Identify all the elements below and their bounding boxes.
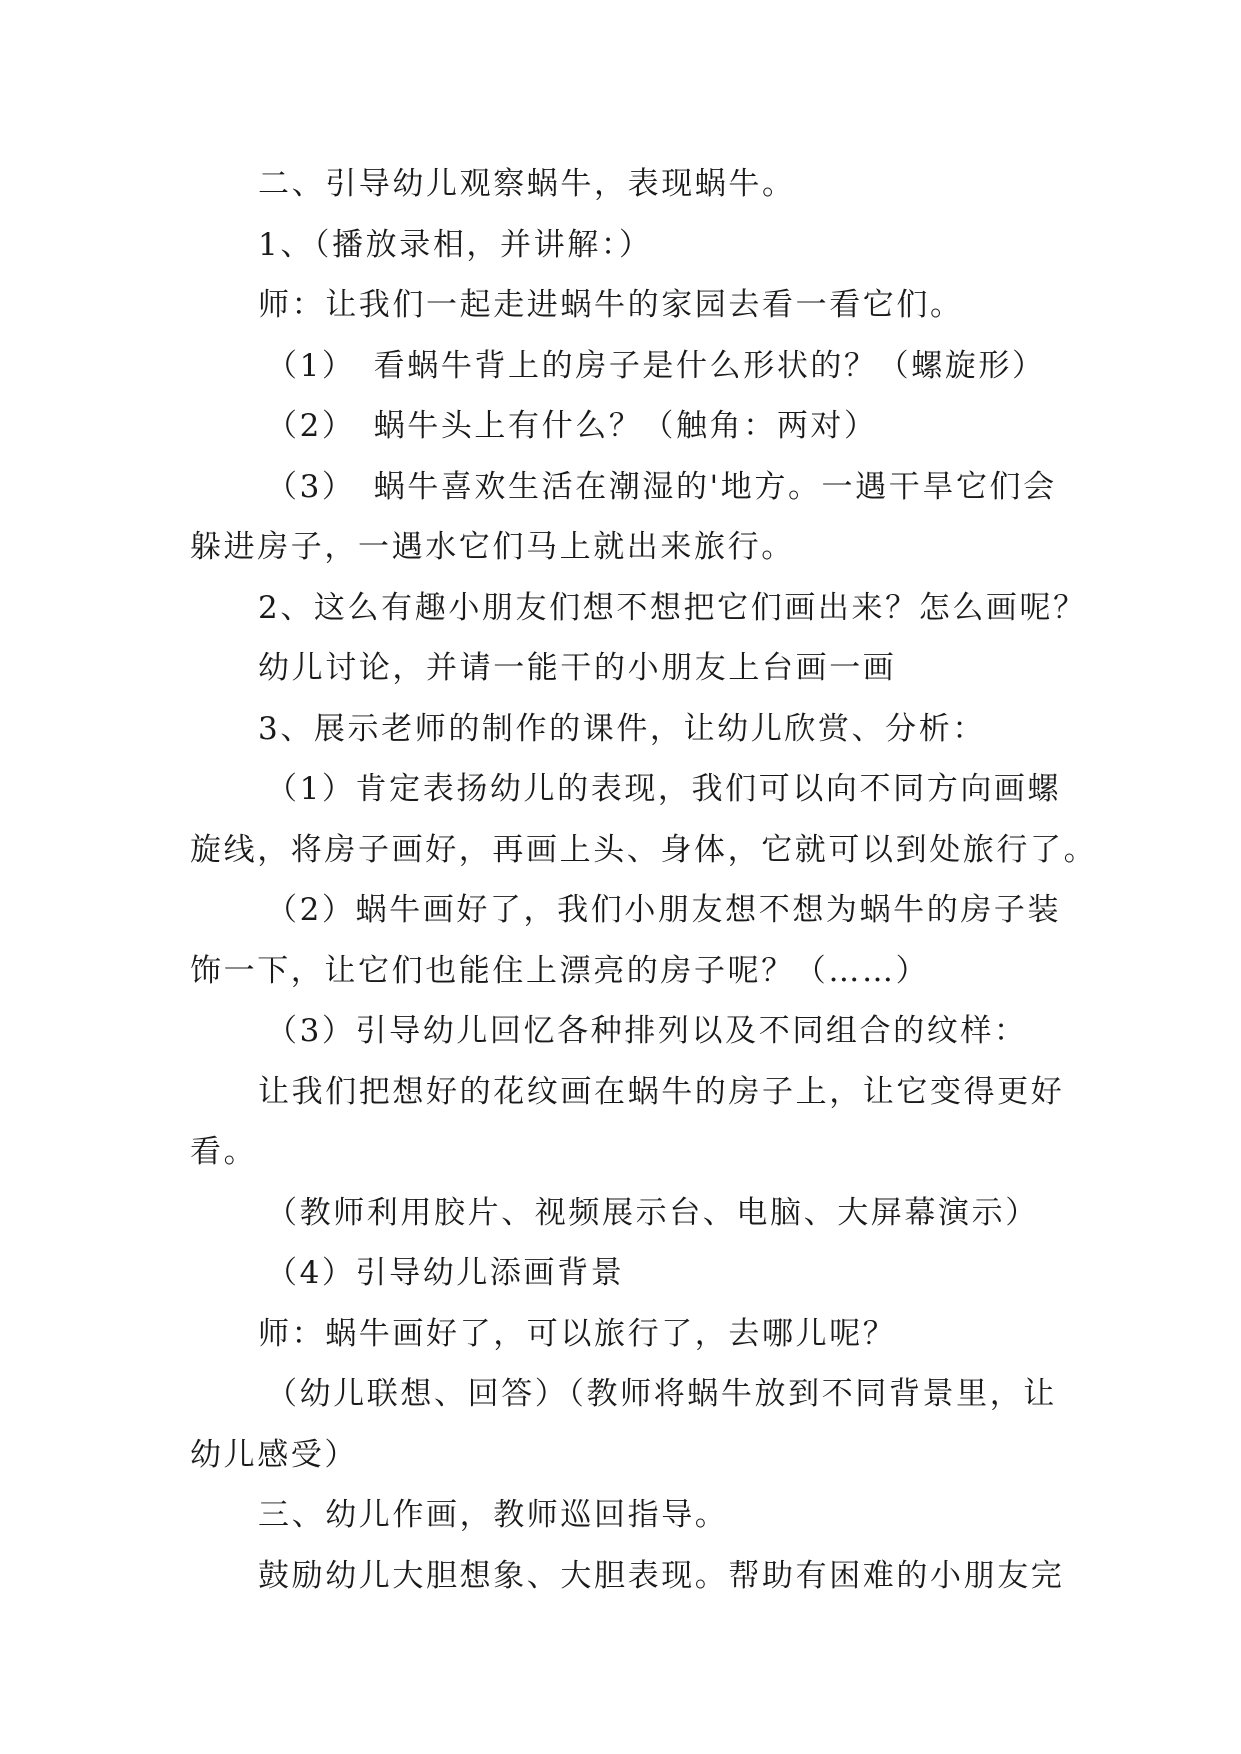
paragraph-line: 师：让我们一起走进蜗牛的家园去看一看它们。 [258, 287, 964, 323]
paragraph-continuation-line: 饰一下，让它们也能住上漂亮的房子呢？（……） [190, 952, 930, 989]
paragraph-line: （2）蜗牛画好了，我们小朋友想不想为蜗牛的房子装 [266, 892, 1062, 928]
paragraph-line: 二、引导幼儿观察蜗牛，表现蜗牛。 [258, 166, 796, 202]
paragraph-line: 师：蜗牛画好了，可以旅行了，去哪儿呢？ [258, 1315, 897, 1352]
paragraph-continuation-line: 躲进房子，一遇水它们马上就出来旅行。 [190, 529, 795, 565]
paragraph-line: （3）引导幼儿回忆各种排列以及不同组合的纹样： [266, 1013, 1028, 1049]
paragraph-line: （1） 看蜗牛背上的房子是什么形状的？（螺旋形） [266, 347, 1046, 384]
paragraph-line: （幼儿联想、回答）（教师将蜗牛放到不同背景里，让 [266, 1376, 1057, 1412]
paragraph-continuation-line: 旋线，将房子画好，再画上头、身体，它就可以到处旅行了。 [190, 831, 1098, 868]
paragraph-line: 幼儿讨论，并请一能干的小朋友上台画一画 [258, 650, 897, 686]
paragraph-line: 3、展示老师的制作的课件，让幼儿欣赏、分析： [258, 710, 986, 747]
paragraph-line: （1）肯定表扬幼儿的表现，我们可以向不同方向画螺 [266, 771, 1062, 807]
paragraph-line: 鼓励幼儿大胆想象、大胆表现。帮助有困难的小朋友完 [258, 1557, 1065, 1594]
paragraph-line: （2） 蜗牛头上有什么？（触角：两对） [266, 408, 878, 444]
paragraph-line: 让我们把想好的花纹画在蜗牛的房子上，让它变得更好 [258, 1073, 1065, 1110]
paragraph-line: 1、（播放录相，并讲解：） [258, 226, 653, 263]
paragraph-line: 三、幼儿作画，教师巡回指导。 [258, 1497, 729, 1533]
paragraph-line: （3） 蜗牛喜欢生活在潮湿的'地方。一遇干旱它们会 [266, 468, 1057, 505]
paragraph-continuation-line: 幼儿感受） [190, 1436, 358, 1473]
paragraph-continuation-line: 看。 [190, 1134, 258, 1170]
paragraph-line: （教师利用胶片、视频展示台、电脑、大屏幕演示） [266, 1194, 1039, 1231]
document-body [190, 154, 1098, 1606]
paragraph-line: （4）引导幼儿添画背景 [266, 1255, 625, 1291]
paragraph-line: 2、这么有趣小朋友们想不想把它们画出来？怎么画呢？ [258, 589, 1087, 626]
